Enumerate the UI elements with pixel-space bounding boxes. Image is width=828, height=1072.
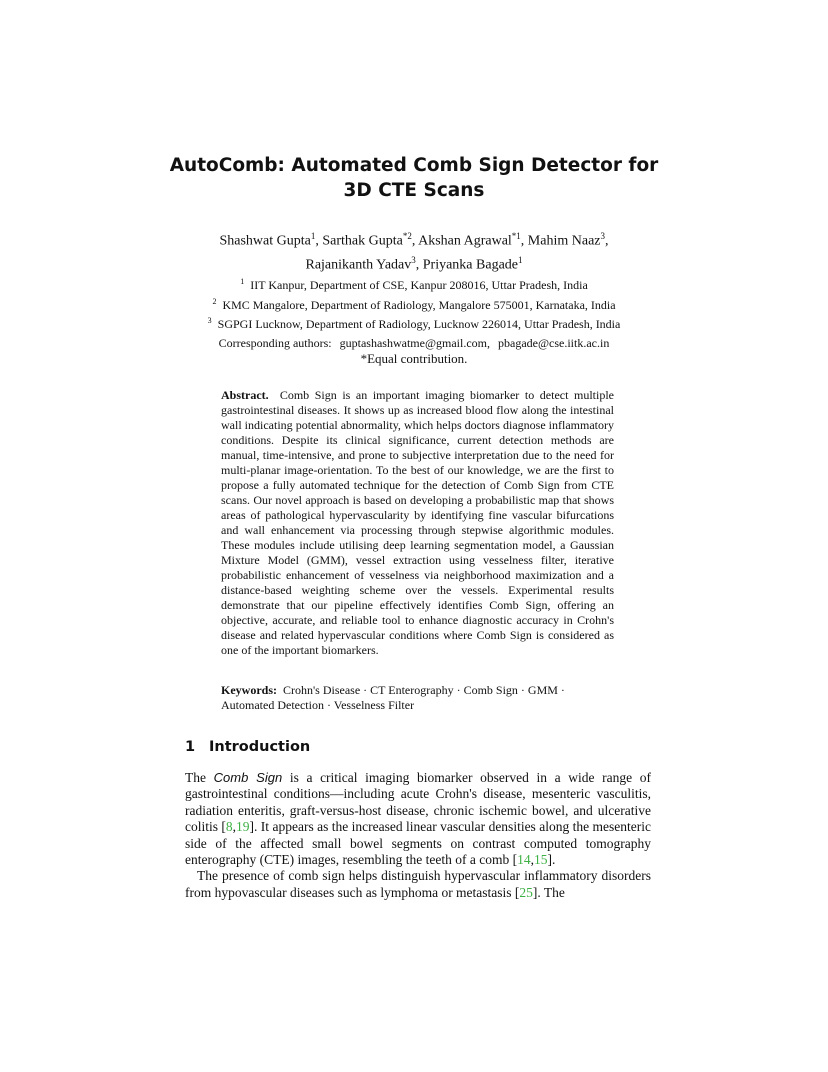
corresponding-authors bbox=[0, 336, 828, 352]
affiliation-mark: 3 bbox=[207, 316, 212, 325]
email-link[interactable]: guptashashwatme@gmail.com, bbox=[339, 335, 490, 350]
section-title: Introduction bbox=[209, 739, 311, 755]
section-heading bbox=[185, 738, 310, 756]
email-link[interactable]: pbagade@cse.iitk.ac.in bbox=[498, 335, 610, 350]
abstract-text: Comb Sign is an important imaging biomarker to detect multiple gastrointestinal diseases. It shows up as increased blood flow along the intestinal wall indicating potential abnormality, which helps doctors diagnose inflammatory conditions. Despite its clinical significance, current detection methods are manual, time-intensive, and prone to subjective interpretation due to the need for multi-planar image-orientation. To the best of our knowledge, we are the first to propose a fully automated technique for the detection of Comb Sign from CTE scans. Our novel approach is based on developing a probabilistic map that shows areas of pathological hypervascularity by identifying fine vascular bifurcations and wall enhancement via processing through stepwise algorithmic modules. These modules include utilising deep learning segmentation model, a Gaussian Mixture Model (GMM), vessel extraction using vesselness filter, iterative probabilistic enhancement of vesselness via neighborhood maximization and a distance-based weighting scheme over the vessels. Experimental results demonstrate that our pipeline effectively identifies Comb Sign, offering an objective, accurate, and reliable tool to enhance diagnostic accuracy in Crohn's disease and related hypervascular conditions where Comb Sign is considered as one of the important biomarkers. bbox=[221, 388, 615, 657]
affiliation-mark: 2 bbox=[212, 296, 217, 306]
intro-paragraph bbox=[185, 868, 651, 901]
abstract bbox=[221, 388, 614, 658]
author-mark: 3 bbox=[600, 231, 605, 241]
intro-text: The bbox=[185, 770, 214, 785]
author-list: Shashwat Gupta$^1$, Sarthak Gupta$^{*2}$, Akshan Agrawal$^{*1}$, Mahim Naaz$^3$, Rajanikanth Yadav$^3$, Priyanka Bagade$^1$ bbox=[219, 231, 609, 273]
affiliation-row bbox=[0, 313, 828, 333]
keywords bbox=[221, 683, 614, 713]
title-line-1: AutoComb: Automated Comb Sign Detector for bbox=[169, 155, 659, 176]
affiliations bbox=[0, 274, 828, 367]
affiliation-row bbox=[0, 294, 828, 314]
section-number: 1 bbox=[185, 739, 196, 755]
author-name: Rajanikanth Yadav bbox=[305, 257, 412, 273]
author-mark: 3 bbox=[411, 254, 416, 265]
author-mark: *1 bbox=[511, 231, 521, 241]
citation-link[interactable]: 8 bbox=[225, 819, 233, 835]
affiliation-row bbox=[0, 274, 828, 294]
intro-text: ]. It appears as the increased linear vascular densities along the mesenteric side of the affected small bowel segments on contrast computed tomography enterography (CTE) images, resembling the teeth of a comb [ bbox=[185, 819, 651, 868]
citation-link[interactable]: 15 bbox=[534, 852, 548, 868]
equal-contribution-note: *Equal contribution. bbox=[360, 351, 468, 366]
intro-paragraph bbox=[185, 770, 651, 868]
keywords-label: Keywords: bbox=[221, 683, 277, 697]
citation-separator: , bbox=[232, 819, 237, 835]
affiliation-text: KMC Mangalore, Department of Radiology, Mangalore 575001, Karnataka, India bbox=[222, 297, 616, 312]
citation-link[interactable]: 19 bbox=[236, 819, 250, 835]
author-name: Shashwat Gupta bbox=[219, 233, 311, 249]
keywords-text: Crohn's Disease · CT Enterography · Comb Sign · GMM · Automated Detection · Vesselness Filter bbox=[221, 683, 565, 712]
author-mark: *2 bbox=[402, 231, 412, 241]
citation-link[interactable]: 25 bbox=[519, 884, 533, 900]
title-line-2: 3D CTE Scans bbox=[343, 180, 485, 201]
author-name: Mahim Naaz bbox=[527, 233, 601, 249]
introduction-body bbox=[185, 770, 651, 901]
abstract-label: Abstract. bbox=[221, 388, 269, 402]
comb-sign-term: Comb Sign bbox=[213, 770, 283, 785]
citation-separator: , bbox=[530, 852, 535, 868]
affiliation-text: SGPGI Lucknow, Department of Radiology, Lucknow 226014, Uttar Pradesh, India bbox=[217, 317, 621, 331]
author-name: Sarthak Gupta bbox=[322, 233, 403, 249]
intro-text: ]. bbox=[547, 852, 556, 868]
paper-title bbox=[0, 153, 828, 203]
intro-text: is a critical imaging biomarker observed in a wide range of gastrointestinal conditions—including acute Crohn's disease, mesenteric vasculitis, radiation enteritis, graft-versus-host disease, chronic ischemic bowel, and ulcerative colitis [ bbox=[185, 770, 651, 835]
author-name: Priyanka Bagade bbox=[422, 257, 518, 273]
author-name: Akshan Agrawal bbox=[418, 233, 512, 249]
author-mark: 1 bbox=[310, 231, 316, 241]
author-mark: 1 bbox=[518, 254, 523, 265]
affiliation-mark: 1 bbox=[240, 277, 245, 286]
citation-link[interactable]: 14 bbox=[517, 852, 531, 868]
intro-text: The presence of comb sign helps distinguish hypervascular inflammatory disorders from hypovascular diseases such as lymphoma or metastasis [ bbox=[185, 868, 651, 900]
intro-text: ]. The bbox=[532, 884, 565, 900]
corresponding-label: Corresponding authors: bbox=[218, 335, 332, 350]
affiliation-text: IIT Kanpur, Department of CSE, Kanpur 208016, Uttar Pradesh, India bbox=[250, 278, 588, 292]
